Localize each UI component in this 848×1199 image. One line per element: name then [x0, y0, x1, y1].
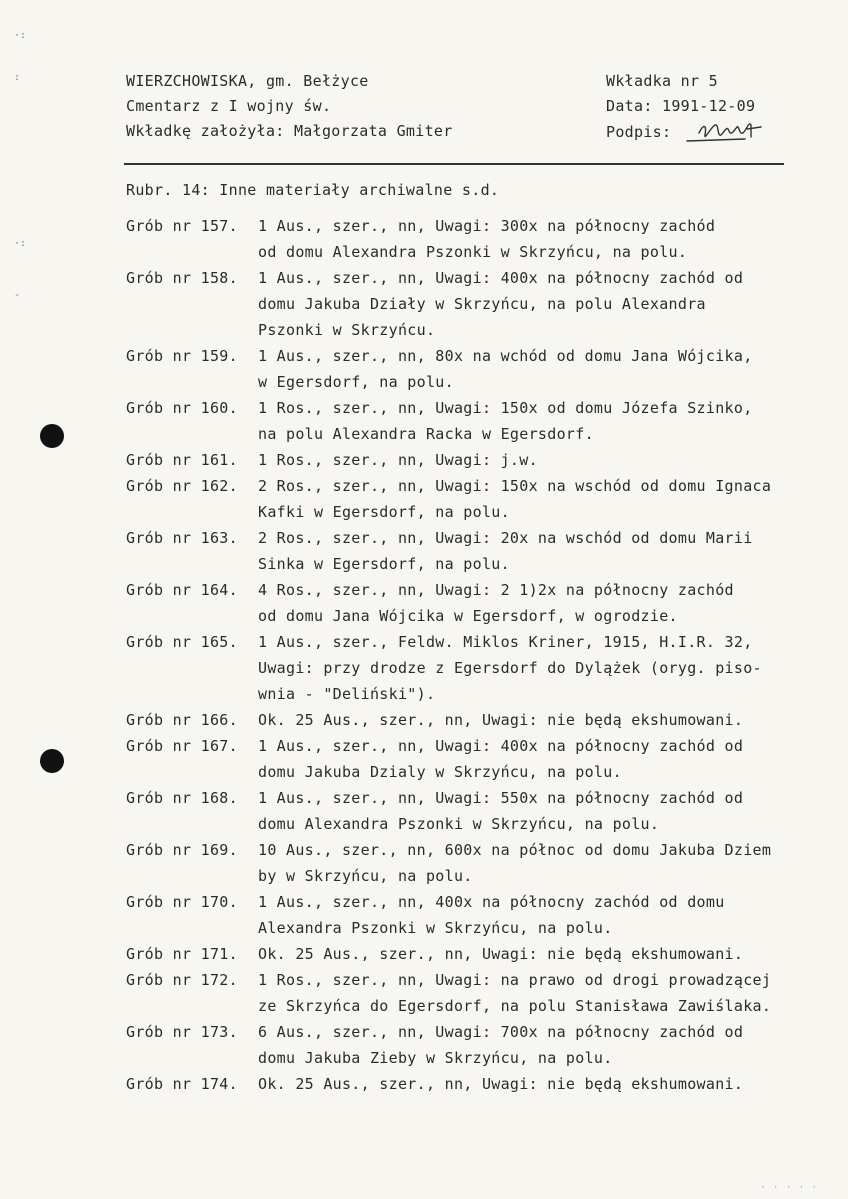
grave-entry: [126, 889, 836, 941]
grave-description: 1 Aus., szer., Feldw. Miklos Kriner, 1915, H.I.R. 32, Uwagi: przy drodze z Egersdorf do Dylążek (oryg. piso- wnia - "Deliński").: [258, 633, 762, 703]
punch-hole: [40, 424, 64, 448]
grave-entry: [126, 733, 836, 785]
grave-description: 1 Aus., szer., nn, 400x na północny zachód od domu Alexandra Pszonki w Skrzyńcu, na polu.: [258, 893, 725, 937]
grave-description: 1 Aus., szer., nn, Uwagi: 550x na północny zachód od domu Alexandra Pszonki w Skrzyńcu, na polu.: [258, 789, 744, 833]
grave-entry: [126, 447, 836, 473]
insert-number: Wkładka nr 5: [606, 72, 718, 90]
grave-description: 2 Ros., szer., nn, Uwagi: 150x na wschód od domu Ignaca Kafki w Egersdorf, na polu.: [258, 477, 772, 521]
grave-entry: [126, 525, 836, 577]
grave-entry: [126, 629, 836, 707]
grave-number: Grób nr 161.: [126, 451, 238, 469]
cemetery-line: Cmentarz z I wojny św.: [126, 97, 332, 115]
grave-entry: [126, 837, 836, 889]
grave-description: 6 Aus., szer., nn, Uwagi: 700x na północny zachód od domu Jakuba Zieby w Skrzyńcu, na polu.: [258, 1023, 744, 1067]
grave-entry: [126, 1019, 836, 1071]
grave-entry-list: [126, 213, 836, 1097]
grave-number: Grób nr 164.: [126, 581, 238, 599]
grave-number: Grób nr 172.: [126, 971, 238, 989]
grave-number: Grób nr 163.: [126, 529, 238, 547]
grave-entry: [126, 707, 836, 733]
grave-entry: [126, 577, 836, 629]
grave-description: Ok. 25 Aus., szer., nn, Uwagi: nie będą ekshumowani.: [258, 1075, 744, 1093]
grave-number: Grób nr 174.: [126, 1075, 238, 1093]
grave-entry: [126, 473, 836, 525]
margin-mark: ·:: [14, 238, 27, 249]
grave-number: Grób nr 167.: [126, 737, 238, 755]
margin-mark: -: [14, 290, 21, 301]
grave-entry: [126, 265, 836, 343]
grave-entry: [126, 785, 836, 837]
grave-number: Grób nr 160.: [126, 399, 238, 417]
grave-entry: [126, 1071, 836, 1097]
grave-description: 2 Ros., szer., nn, Uwagi: 20x na wschód od domu Marii Sinka w Egersdorf, na polu.: [258, 529, 753, 573]
grave-description: 10 Aus., szer., nn, 600x na północ od domu Jakuba Dziem by w Skrzyńcu, na polu.: [258, 841, 772, 885]
grave-description: 1 Ros., szer., nn, Uwagi: na prawo od drogi prowadzącej ze Skrzyńca do Egersdorf, na polu Stanisława Zawiślaka.: [258, 971, 772, 1015]
header-divider: [124, 163, 784, 165]
grave-entry: [126, 941, 836, 967]
grave-entry: [126, 343, 836, 395]
grave-number: Grób nr 159.: [126, 347, 238, 365]
signature-line: [606, 119, 785, 145]
grave-description: 4 Ros., szer., nn, Uwagi: 2 1)2x na północny zachód od domu Jana Wójcika w Egersdorf, w ogrodzie.: [258, 581, 734, 625]
header-left: [126, 69, 453, 144]
grave-number: Grób nr 173.: [126, 1023, 238, 1041]
grave-number: Grób nr 168.: [126, 789, 238, 807]
grave-number: Grób nr 162.: [126, 477, 238, 495]
grave-description: Ok. 25 Aus., szer., nn, Uwagi: nie będą ekshumowani.: [258, 711, 744, 729]
grave-description: 1 Aus., szer., nn, Uwagi: 400x na północny zachód od domu Jakuba Działy w Skrzyńcu, na polu Alexandra Pszonki w Skrzyńcu.: [258, 269, 744, 339]
grave-description: 1 Ros., szer., nn, Uwagi: j.w.: [258, 451, 538, 469]
grave-entry: [126, 967, 836, 1019]
grave-number: Grób nr 157.: [126, 217, 238, 235]
grave-number: Grób nr 166.: [126, 711, 238, 729]
margin-mark: ·:: [14, 30, 27, 41]
grave-number: Grób nr 170.: [126, 893, 238, 911]
grave-description: Ok. 25 Aus., szer., nn, Uwagi: nie będą ekshumowani.: [258, 945, 744, 963]
grave-description: 1 Aus., szer., nn, Uwagi: 400x na północny zachód od domu Jakuba Dzialy w Skrzyńcu, na polu.: [258, 737, 744, 781]
rubric-heading: Rubr. 14: Inne materiały archiwalne s.d.: [126, 181, 500, 199]
grave-number: Grób nr 169.: [126, 841, 238, 859]
header-right: [606, 69, 785, 145]
date-line: Data: 1991-12-09: [606, 97, 756, 115]
margin-mark: :: [14, 72, 21, 83]
grave-description: 1 Aus., szer., nn, Uwagi: 300x na północny zachód od domu Alexandra Pszonki w Skrzyńcu, na polu.: [258, 217, 716, 261]
grave-description: 1 Aus., szer., nn, 80x na wchód od domu Jana Wójcika, w Egersdorf, na polu.: [258, 347, 753, 391]
punch-hole: [40, 749, 64, 773]
signature-label: Podpis:: [606, 123, 672, 141]
scan-mark: · · · · ·: [760, 1183, 818, 1193]
grave-description: 1 Ros., szer., nn, Uwagi: 150x od domu Józefa Szinko, na polu Alexandra Racka w Egersdorf.: [258, 399, 753, 443]
author-line: Wkładkę założyła: Małgorzata Gmiter: [126, 122, 453, 140]
grave-entry: [126, 213, 836, 265]
location-line: WIERZCHOWISKA, gm. Bełżyce: [126, 72, 369, 90]
grave-number: Grób nr 165.: [126, 633, 238, 651]
grave-number: Grób nr 158.: [126, 269, 238, 287]
handwritten-signature: [685, 119, 785, 145]
grave-number: Grób nr 171.: [126, 945, 238, 963]
grave-entry: [126, 395, 836, 447]
